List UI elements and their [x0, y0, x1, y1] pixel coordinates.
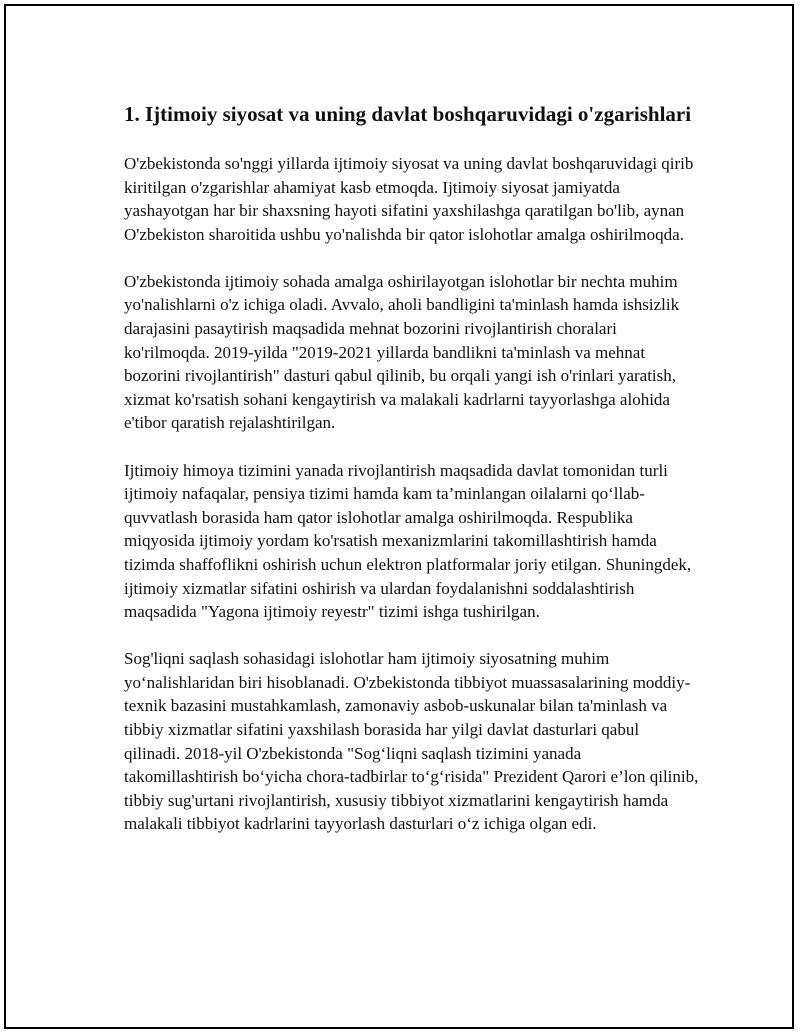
paragraph-social-protection: Ijtimoiy himoya tizimini yanada rivojlantirish maqsadida davlat tomonidan turli ijtimoiy nafaqalar, pensiya tizimi hamda kam ta’minlangan oilalarni qo‘llab-quvvatlash borasida ham qator islohotlar amalga oshirilmoqda. Respublika miqyosida ijtimoiy yordam ko'rsatish mexanizmlarini takomillashtirish hamda tizimda shaffoflikni oshirish uchun elektron platformalar joriy etilgan. Shuningdek, ijtimoiy xizmatlar sifatini oshirish va ulardan foydalanishni soddalashtirish maqsadida "Yagona ijtimoiy reyestr" tizimi ishga tushirilgan. — [124, 460, 692, 622]
section-title: 1. Ijtimoiy siyosat va uning davlat boshqaruvidagi o'zgarishlari — [124, 102, 692, 126]
paragraph-healthcare: Sog'liqni saqlash sohasidagi islohotlar ham ijtimoiy siyosatning muhim yo‘nalishlaridan biri hisoblanadi. O'zbekistonda tibbiyot muassasalarining moddiy-texnik bazasini mustahkamlash, zamonaviy asbob-uskunalar bilan ta'minlash va tibbiy xizmatlar sifatini yaxshilash borasida har yilgi davlat dasturlari qabul qilinadi. 2018-yil O'zbekistonda "Sog‘liqni saqlash tizimini yanada takomillashtirish bo‘yicha chora-tadbirlar to‘g‘risida" Prezident Qarori e’lon qilinib, tibbiy sug'urtani rivojlantirish, xususiy tibbiyot xizmatlarini kengaytirish hamda malakali tibbiyot kadrlarini tayyorlash dasturlari o‘z ichiga olgan edi. — [124, 649, 699, 834]
page-frame — [4, 4, 794, 1029]
document-body — [124, 98, 699, 859]
paragraph-employment: O'zbekistonda ijtimoiy sohada amalga oshirilayotgan islohotlar bir nechta muhim yo'nalishlarni o'z ichiga oladi. Avvalo, aholi bandligini ta'minlash hamda ishsizlik darajasini pasaytirish maqsadida mehnat bozorini rivojlantirish choralari ko'rilmoqda. 2019-yilda "2019-2021 yillarda bandlikni ta'minlash va mehnat bozorini rivojlantirish" dasturi qabul qilinib, bu orqali yangi ish o'rinlari yaratish, xizmat ko'rsatish sohani kengaytirish va malakali kadrlarni tayyorlashga alohida e'tibor qaratish rejalashtirilgan. — [124, 271, 680, 433]
paragraph-intro: O'zbekistonda so'nggi yillarda ijtimoiy siyosat va uning davlat boshqaruvidagi qirib kiritilgan o'zgarishlar ahamiyat kasb etmoqda. Ijtimoiy siyosat jamiyatda yashayotgan har bir shaxsning hayoti sifatini yaxshilashga qaratilgan bo'lib, aynan O'zbekiston sharoitida ushbu yo'nalishda bir qator islohotlar amalga oshirilmoqda. — [124, 154, 694, 244]
